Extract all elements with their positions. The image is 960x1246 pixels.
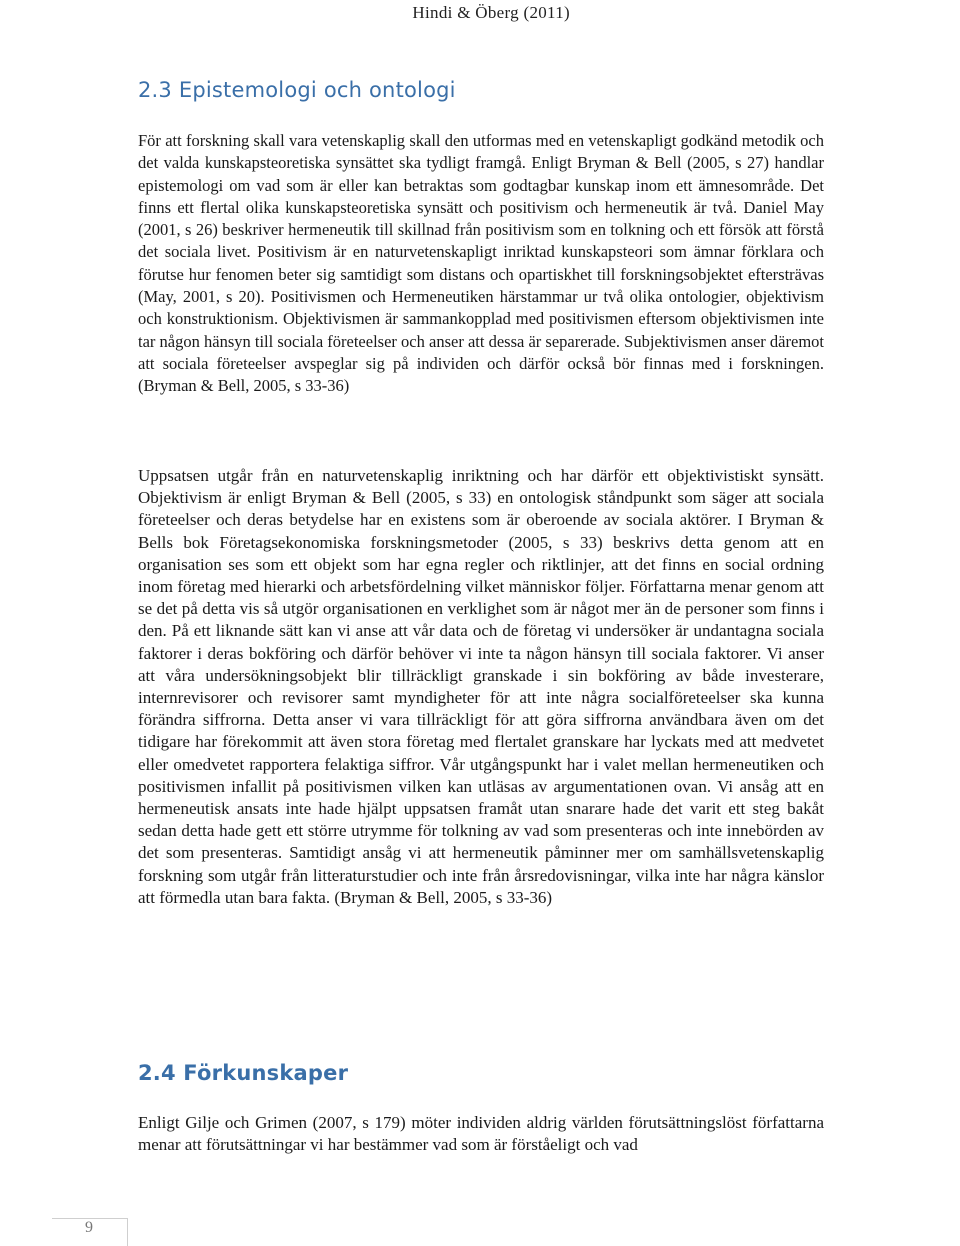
running-header: Hindi & Öberg (2011)	[412, 3, 570, 22]
body-paragraph: Enligt Gilje och Grimen (2007, s 179) möter individen aldrig världen förutsättningslöst författarna menar att förutsättningar vi har bestämmer vad som är förståeligt och vad	[138, 1113, 824, 1155]
section-heading-forkunskaper: 2.4 Förkunskaper	[138, 1061, 349, 1085]
body-paragraph: Uppsatsen utgår från en naturvetenskaplig inriktning och har därför ett objektivistiskt synsätt. Objektivism är enligt Bryman & Bell (2005, s 33) en ontologisk ståndpunkt som säger att sociala företeelser och deras betydelse har en existens som är oberoende av sociala aktörer. I Bryman & Bells bok Företagsekonomiska forskningsmetoder (2005, s 33) beskrivs detta genom att en organisation ses som ett objekt som har egna regler och riktlinjer, att det finns en social ordning inom företag med hierarki och arbetsfördelning vilket människor följer. Författarna menar genom att se det på detta vis så utgör organisationen en verklighet som är något mer än de personer som finns i den. På ett liknande sätt kan vi anse att vår data och de företag vi undersöker är undantagna sociala faktorer i deras bokföring och därför behöver vi inte ta någon hänsyn till sociala faktorer. Vi anser att våra undersökningsobjekt blir tillräckligt granskade i sin bokföring av både investerare, internrevisorer och revisorer samt myndigheter för att inte några socialföreteelser ska kunna förändra siffrorna. Detta anser vi vara tillräckligt för att göra siffrorna användbara även om det tidigare har förekommit att även stora företag med flertalet granskare har lyckats med att medvetet eller omedvetet rapportera felaktiga siffror. Vår utgångspunkt har i valet mellan hermeneutiken och positivismen infallit på positivismen vilken kan utläsas av argumentationen ovan. Vi ansåg att en hermeneutisk ansats inte hade hjälpt uppsatsen framåt utan snarare hade det varit ett steg bakåt sedan detta hade gett ett större utrymme för tolkning av vad som presenteras och inte innebörden av det som presenteras. Samtidigt ansåg vi att hermeneutik påminner mer om samhällsvetenskaplig forskning som utgår från litteraturstudier och inte från årsredovisningar, vilka inte har några känslor att förmedla utan bara fakta. (Bryman & Bell, 2005, s 33-36)	[138, 466, 824, 907]
page-number: 9	[85, 1219, 93, 1236]
section-heading-epistemologi: 2.3 Epistemologi och ontologi	[138, 78, 456, 102]
body-paragraph: För att forskning skall vara vetenskaplig skall den utformas med en vetenskapligt godkänd metodik och det valda kunskapsteoretiska synsättet ska tydligt framgå. Enligt Bryman & Bell (2005, s 27) handlar epistemologi om vad som är eller kan betraktas som godtagbar kunskap inom ett ämnesområde. Det finns ett flertal olika kunskapsteoretiska synsätt och positivism och hermeneutik är två. Daniel May (2001, s 26) beskriver hermeneutik till skillnad från positivism som en tolkning och ett försök att förstå det sociala livet. Positivism är en naturvetenskapligt inriktad kunskapsteori som ämnar förklara och förutse hur fenomen beter sig samtidigt som distans och opartiskhet till forskningsobjektet eftersträvas (May, 2001, s 20). Positivismen och Hermeneutiken härstammar ur två olika ontologier, objektivism och konstruktionism. Objektivismen är sammankopplad med positivismen eftersom objektivismen inte tar någon hänsyn till sociala företeelser och anser att dessa är separerade. Subjektivismen anser däremot att sociala företeelser avspeglar sig på individen och därför också bör finnas med i forskningen. (Bryman & Bell, 2005, s 33-36)	[138, 131, 824, 396]
